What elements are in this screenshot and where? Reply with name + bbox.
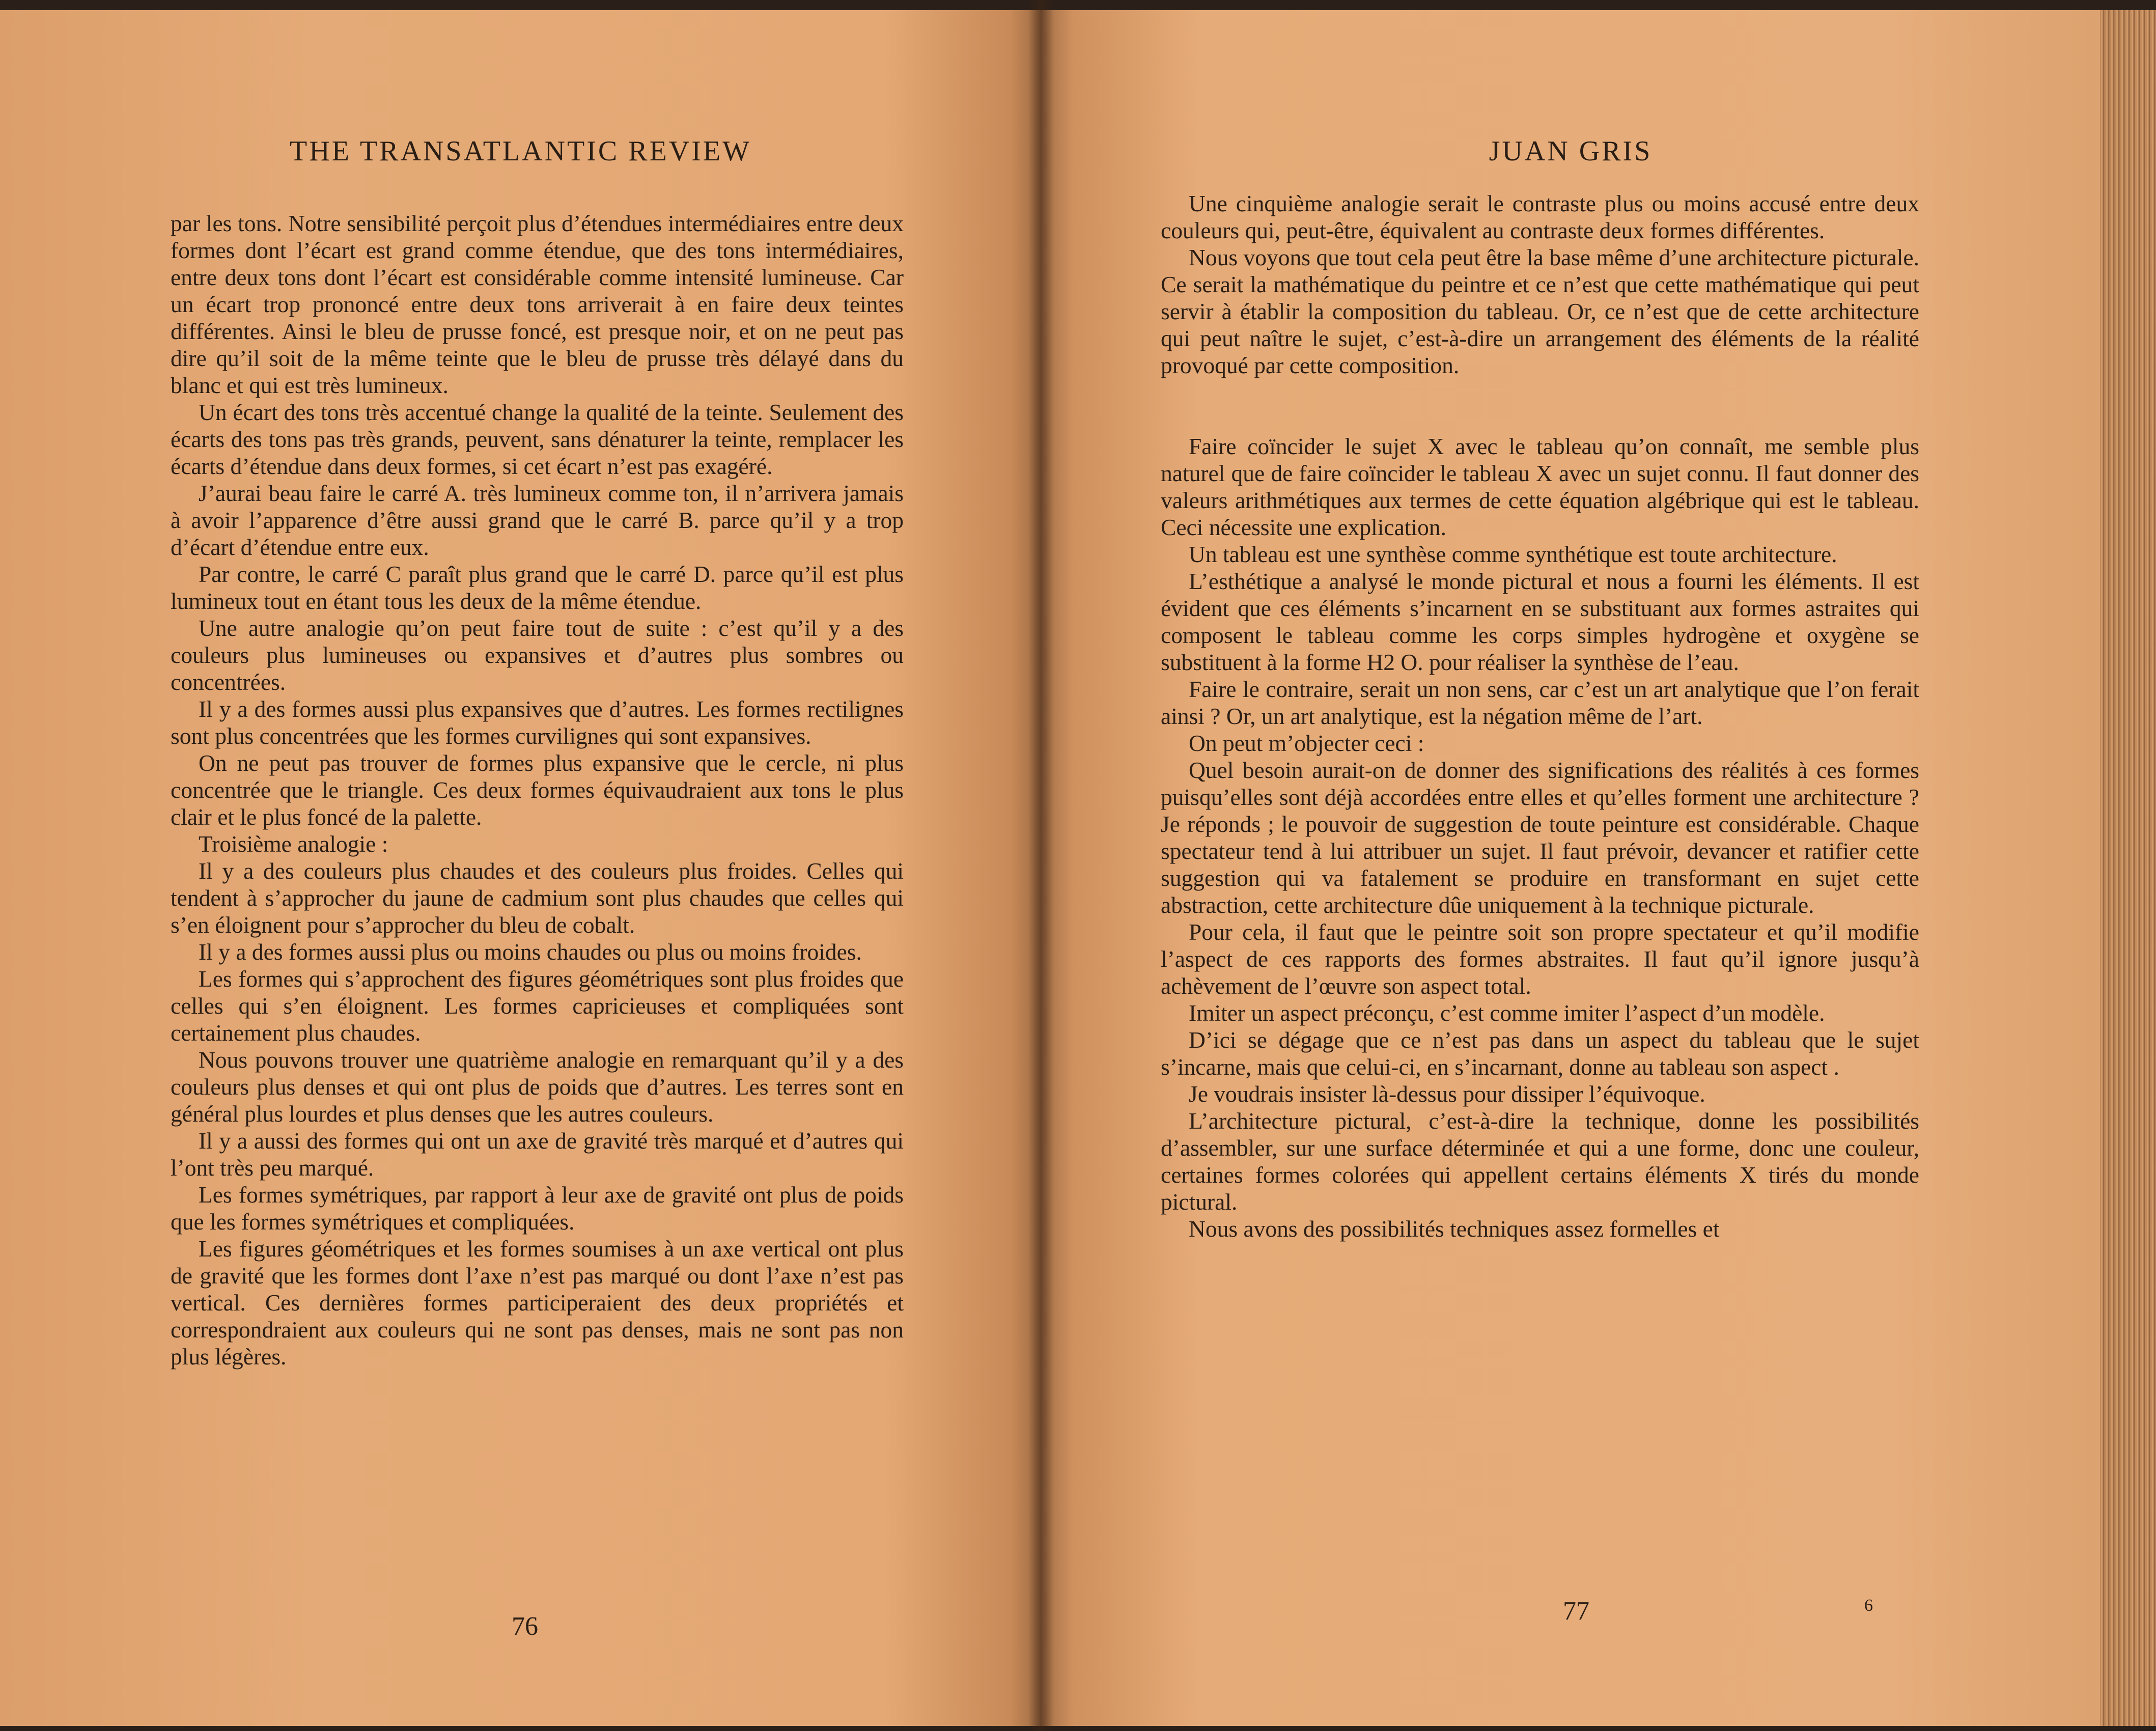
- paragraph: Il y a des formes aussi plus expansives que d’autres. Les formes rectilignes sont plus concentrées que les formes curvilignes qui sont expansives.: [171, 696, 904, 749]
- book-gutter: [1028, 0, 1054, 1731]
- left-page: [0, 10, 1041, 1726]
- left-text-block: [171, 210, 904, 1370]
- paragraph: Les figures géométriques et les formes soumises à un axe vertical ont plus de gravité que les formes dont l’axe n’est pas marqué ou dont l’axe n’est pas vertical. Ces dernières formes participeraient des deux propriétés et correspondraient aux couleurs qui ne sont pas denses, mais ne sont pas non plus légères.: [171, 1236, 904, 1370]
- paragraph: Quel besoin aurait-on de donner des significations des réalités à ces formes puisqu’elles sont déjà accordées entre elles et qu’elles forment une architecture ? Je réponds ; le pouvoir de suggestion de toute peinture est considérable. Chaque spectateur tend à lui attribuer un sujet. Il faut prévoir, devancer et ratifier cette suggestion qui va fatalement se produire en transformant en sujet cette abstraction, cette architecture dûe uniquement à la technique picturale.: [1161, 757, 1919, 918]
- paragraph: Troisième analogie :: [199, 831, 388, 857]
- page-number-left: 76: [512, 1612, 538, 1641]
- paragraph: Il y a des formes aussi plus ou moins chaudes ou plus ou moins froides.: [199, 939, 862, 965]
- paragraph: Je voudrais insister là-dessus pour dissiper l’équivoque.: [1189, 1081, 1705, 1107]
- paragraph: On ne peut pas trouver de formes plus expansive que le cercle, ni plus concentrée que le triangle. Ces deux formes équivaudraient aux tons le plus clair et le plus foncé de la palette.: [171, 750, 904, 830]
- paragraph: Faire le contraire, serait un non sens, car c’est un art analytique que l’on ferait ainsi ? Or, un art analytique, est la négation même de l’art.: [1161, 676, 1919, 729]
- paragraph: Par contre, le carré C paraît plus grand que le carré D. parce qu’il est plus lumineux tout en étant tous les deux de la même étendue.: [171, 561, 904, 614]
- paragraph: L’esthétique a analysé le monde pictural et nous a fourni les éléments. Il est évident que ces éléments s’incarnent en se substituant aux formes astraites qui composent le tableau comme les corps simples hydrogène et oxygène se substituent à la forme H2 O. pour réaliser la synthèse de l’eau.: [1161, 568, 1919, 675]
- paragraph: Faire coïncider le sujet X avec le tableau qu’on connaît, me semble plus naturel que de faire coïncider le tableau X avec un sujet connu. Il faut donner des valeurs arithmétiques aux termes de cette équation algébrique qui est le tableau. Ceci nécessite une explication.: [1161, 433, 1919, 540]
- paragraph: Une cinquième analogie serait le contraste plus ou moins accusé entre deux couleurs qui, peut-être, équivalent au contraste deux formes différentes.: [1161, 190, 1919, 243]
- paragraph: Nous avons des possibilités techniques assez formelles et: [1189, 1216, 1720, 1242]
- paragraph: D’ici se dégage que ce n’est pas dans un aspect du tableau que le sujet s’incarne, mais que celui-ci, en s’incarnant, donne au tableau son aspect .: [1161, 1027, 1919, 1080]
- paragraph: Un tableau est une synthèse comme synthétique est toute architecture.: [1189, 541, 1837, 567]
- page-edges: [2100, 10, 2156, 1726]
- paragraph: Nous pouvons trouver une quatrième analogie en remarquant qu’il y a des couleurs plus denses et qui ont plus de poids que d’autres. Les terres sont en général plus lourdes et plus denses que les autres couleurs.: [171, 1047, 904, 1127]
- paragraph: par les tons. Notre sensibilité perçoit plus d’étendues intermédiaires entre deux formes dont l’écart est grand comme étendue, que des tons intermédiaires, entre deux tons dont l’écart est considérable comme intensité lumineuse. Car un écart trop prononcé entre deux tons arriverait à en faire deux teintes différentes. Ainsi le bleu de prusse foncé, est presque noir, et on ne peut pas dire qu’il soit de la même teinte que le bleu de prusse très délayé dans du blanc et qui est très lumineux.: [171, 210, 904, 398]
- page-number-right: 77: [1563, 1597, 1589, 1626]
- paragraph: Pour cela, il faut que le peintre soit son propre spectateur et qu’il modifie l’aspect de ces rapports des formes abstraites. Il faut qu’il ignore jusqu’à achèvement de l’œuvre son aspect total.: [1161, 919, 1919, 999]
- signature-mark: 6: [1864, 1596, 1873, 1615]
- right-page: [1041, 10, 2100, 1726]
- paragraph: Imiter un aspect préconçu, c’est comme imiter l’aspect d’un modèle.: [1189, 1000, 1825, 1026]
- running-head-right: JUAN GRIS: [1489, 135, 1653, 167]
- paragraph: Une autre analogie qu’on peut faire tout de suite : c’est qu’il y a des couleurs plus lumineuses ou expansives et d’autres plus sombres ou concentrées.: [171, 615, 904, 695]
- paragraph: Il y a des couleurs plus chaudes et des couleurs plus froides. Celles qui tendent à s’approcher du jaune de cadmium sont plus chaudes que celles qui s’en éloignent pour s’approcher du bleu de cobalt.: [171, 858, 904, 938]
- paragraph: J’aurai beau faire le carré A. très lumineux comme ton, il n’arrivera jamais à avoir l’apparence d’être aussi grand que le carré B. parce qu’il y a trop d’écart d’étendue entre eux.: [171, 480, 904, 560]
- paragraph: On peut m’objecter ceci :: [1189, 730, 1424, 756]
- paragraph: Nous voyons que tout cela peut être la base même d’une architecture picturale. Ce serait la mathématique du peintre et ce n’est que cette mathématique qui peut servir à établir la composition du tableau. Or, ce n’est que de cette architecture qui peut naître le sujet, c’est-à-dire un arrangement des éléments de la réalité provoqué par cette composition.: [1161, 244, 1919, 378]
- running-head-left: THE TRANSATLANTIC REVIEW: [290, 135, 751, 167]
- paragraph: Les formes qui s’approchent des figures géométriques sont plus froides que celles qui s’en éloignent. Les formes capricieuses et compliquées sont certainement plus chaudes.: [171, 966, 904, 1046]
- paragraph: Il y a aussi des formes qui ont un axe de gravité très marqué et d’autres qui l’ont très peu marqué.: [171, 1128, 904, 1181]
- right-text-block: [1161, 190, 1919, 1242]
- paragraph: Les formes symétriques, par rapport à leur axe de gravité ont plus de poids que les formes symétriques et compliquées.: [171, 1182, 904, 1235]
- paragraph: Un écart des tons très accentué change la qualité de la teinte. Seulement des écarts des tons pas très grands, peuvent, sans dénaturer la teinte, remplacer les écarts d’étendue dans deux formes, si cet écart n’est pas exagéré.: [171, 399, 904, 479]
- paragraph: L’architecture pictural, c’est-à-dire la technique, donne les possibilités d’assembler, sur une surface déterminée et qui a une forme, donc une couleur, certaines formes colorées qui appellent certains éléments X tirés du monde pictural.: [1161, 1108, 1919, 1215]
